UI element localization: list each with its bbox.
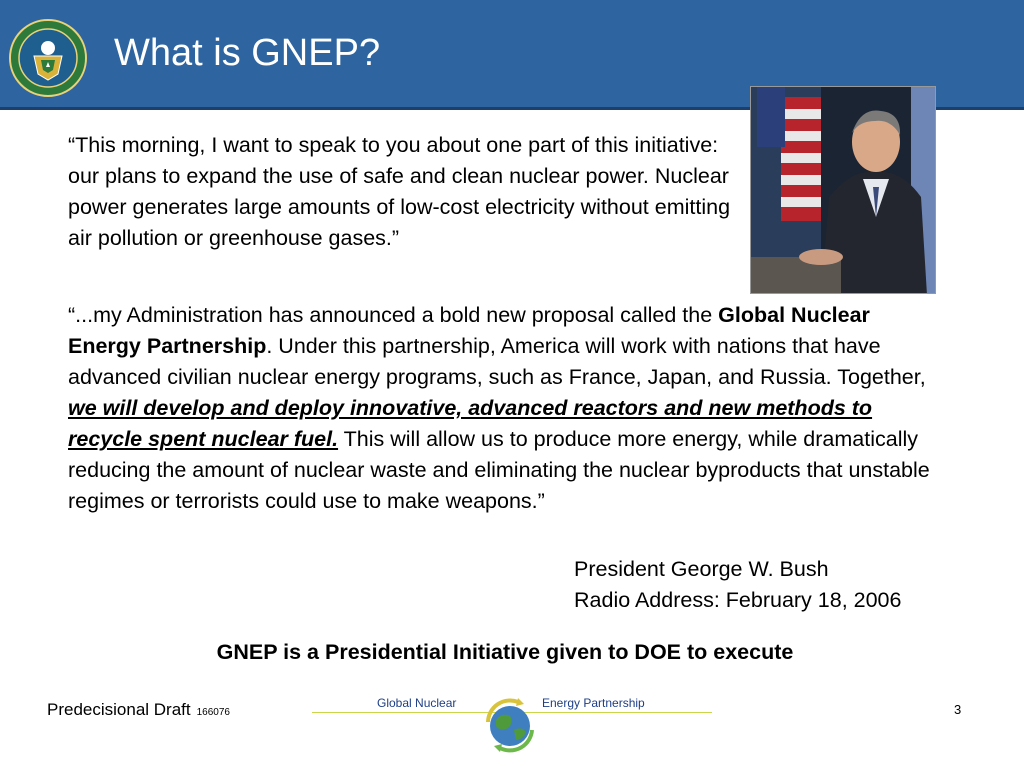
summary-statement: GNEP is a Presidential Initiative given to DOE to execute [216, 640, 794, 664]
logo-text-right: Energy Partnership [542, 696, 645, 710]
quote2-program-name: Global Nuclear Energy Partnership [68, 303, 870, 358]
page-title: What is GNEP? [114, 32, 381, 74]
page-number: 3 [954, 702, 962, 717]
gnep-logo [312, 690, 712, 760]
quote-paragraph-1: “This morning, I want to speak to you about one part of this initiative: our plans to expand the use of safe and clean nuclear power. Nuclear power generates large amounts of low-cost electricity without emitting air pollution or greenhouse gases.” [68, 133, 731, 250]
quote2-text-part3: This will allow us to produce more energy, while dramatically reducing the amount of nuclear waste and eliminating the nuclear byproducts that unstable regimes or terrorists could use to make weapons.” [68, 427, 930, 513]
doc-code: 166076 [196, 707, 230, 718]
draft-label: Predecisional Draft [47, 700, 191, 719]
logo-text-left: Global Nuclear [377, 696, 457, 710]
globe-icon [478, 692, 542, 756]
footer-draft [47, 700, 230, 720]
speaker-photo [750, 86, 936, 294]
doe-seal-icon [8, 18, 88, 98]
quote2-text-part2: . Under this partnership, America will work with nations that have advanced civilian nuclear energy programs, such as France, Japan, and Russia. Together, [68, 334, 926, 389]
quote2-emphasis: we will develop and deploy innovative, advanced reactors and new methods to recycle spent nuclear fuel. [68, 396, 873, 451]
attribution-name: President George W. Bush [574, 557, 829, 581]
attribution [574, 554, 901, 616]
quote2-text-part1: “...my Administration has announced a bold new proposal called the [68, 303, 719, 327]
quote-paragraph-2 [68, 300, 948, 517]
attribution-event: Radio Address: February 18, 2006 [574, 588, 902, 612]
